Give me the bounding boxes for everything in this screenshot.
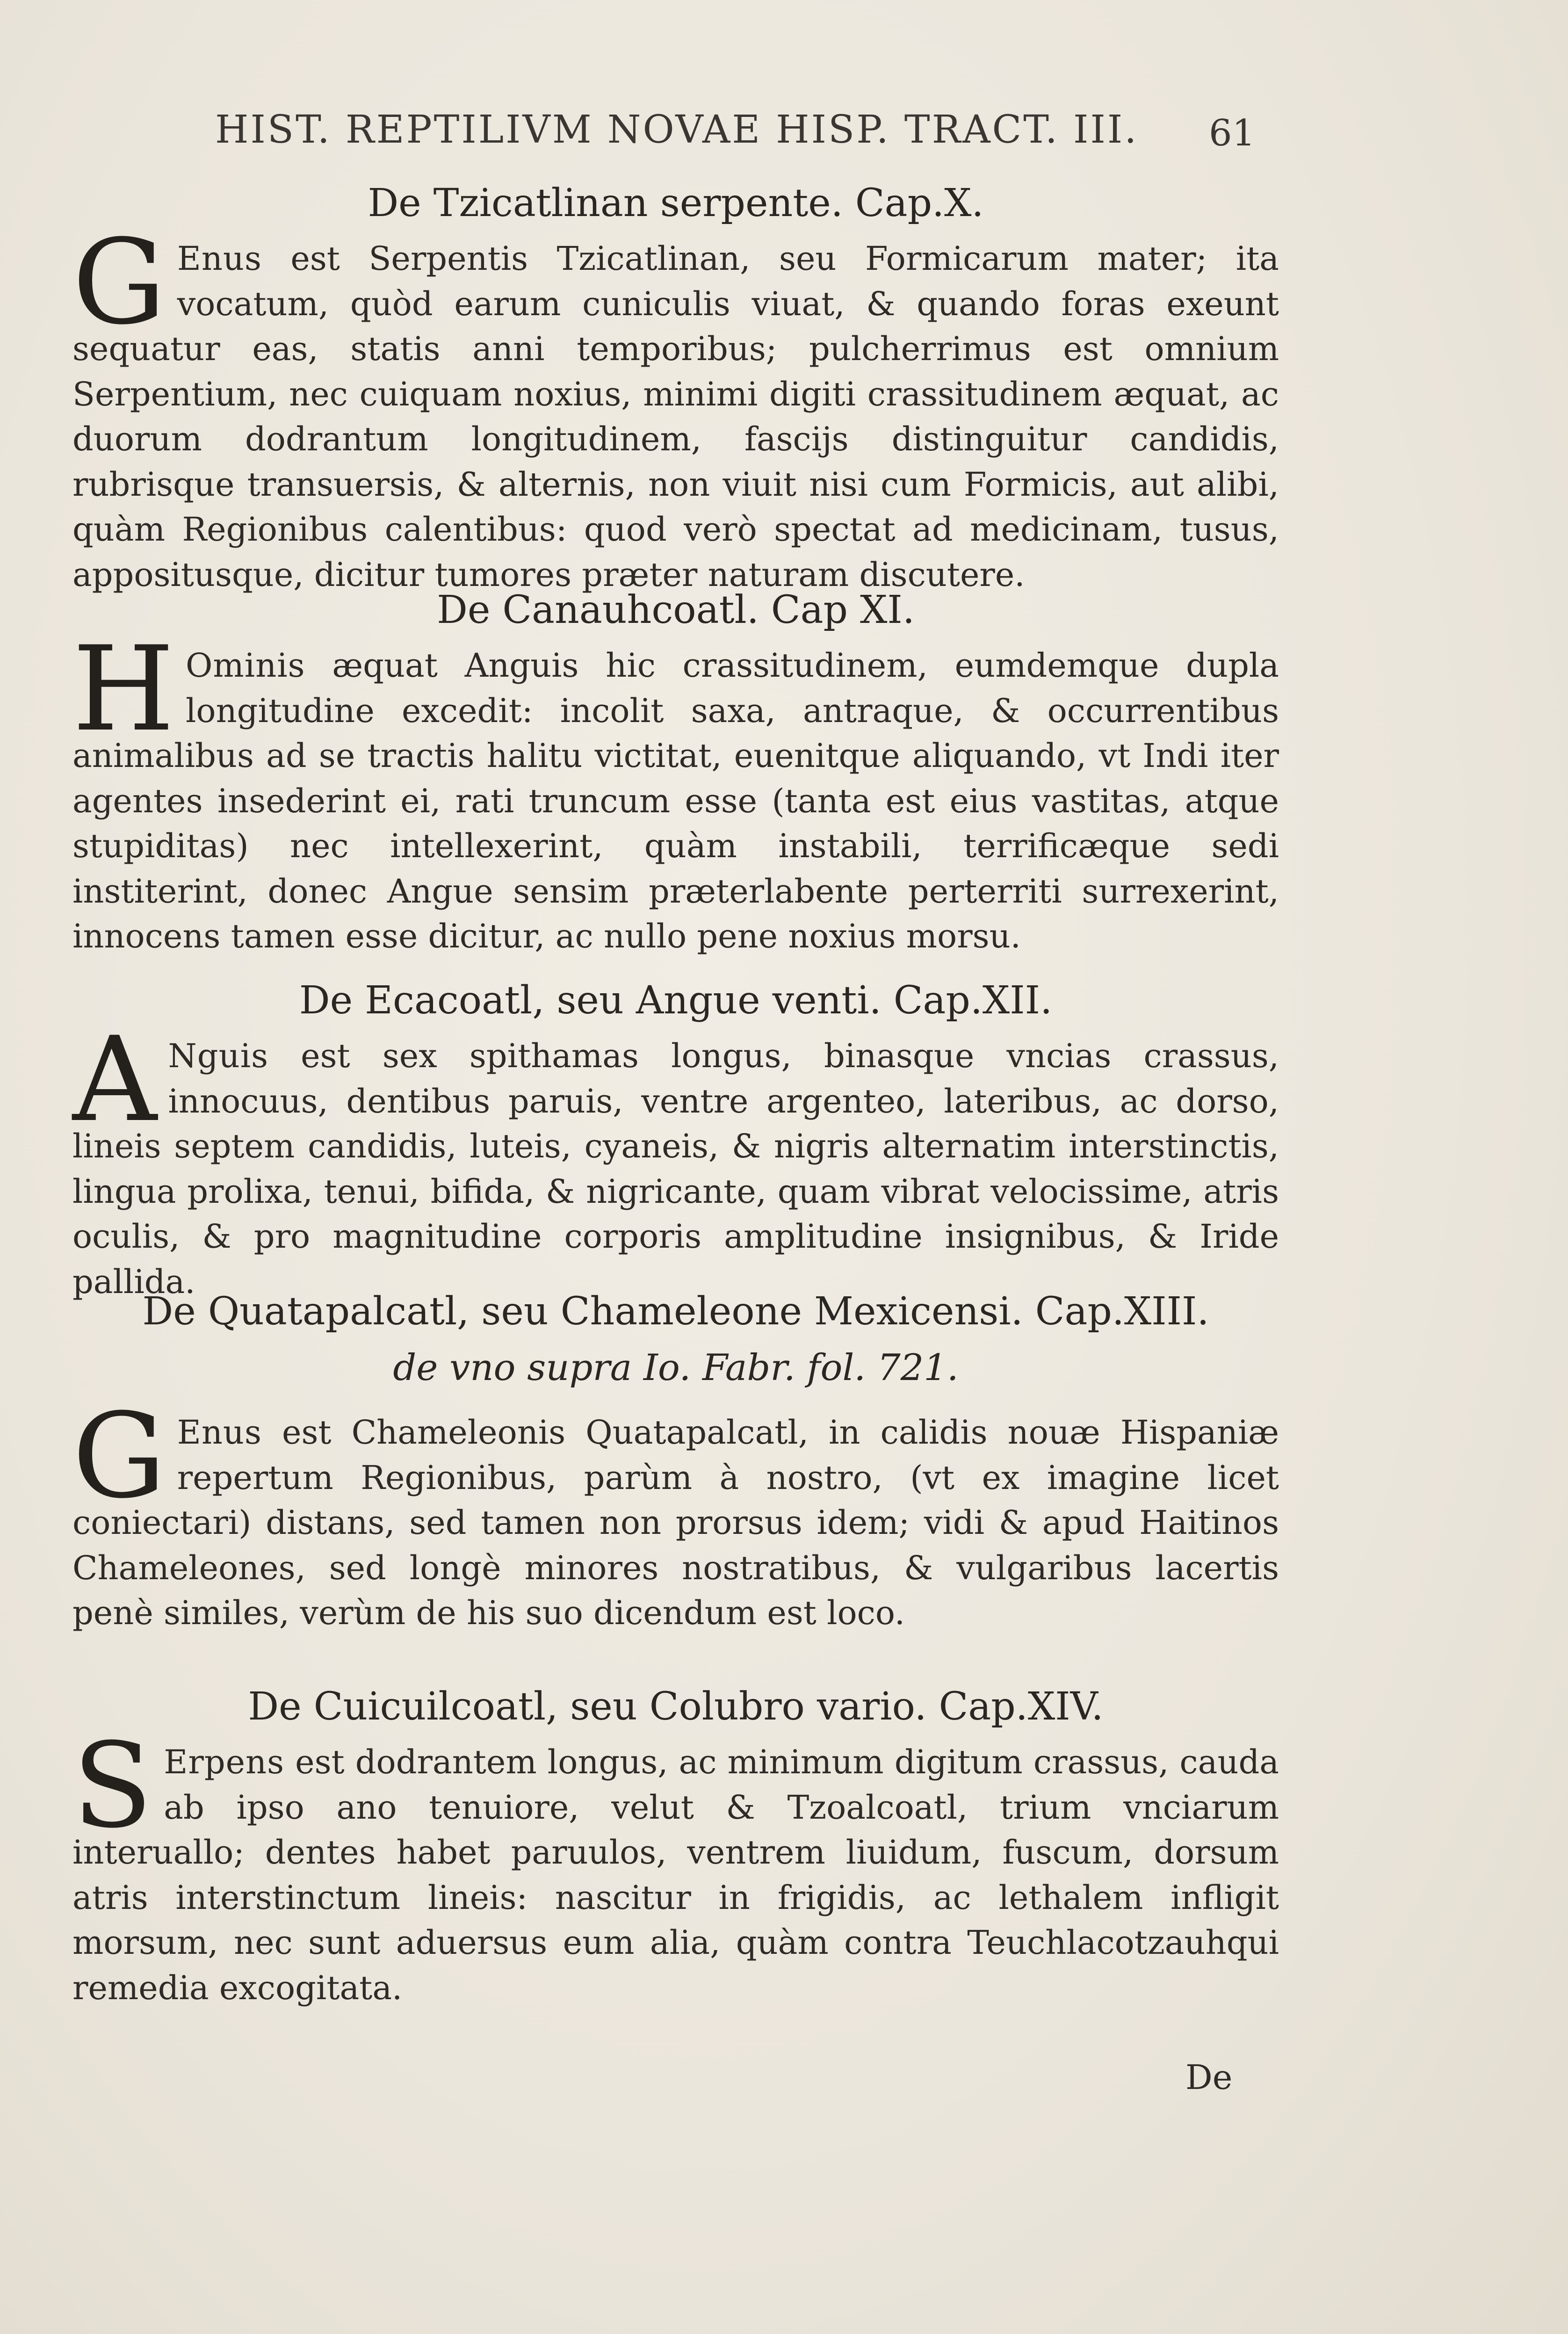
- chapter-xiii: [72, 1288, 1279, 1636]
- catchword: De: [1185, 2058, 1233, 2097]
- first-word: Erpens: [164, 1743, 285, 1781]
- chapter-title: De Tzicatlinan serpente. Cap.X.: [368, 181, 984, 225]
- drop-cap: G: [72, 1388, 166, 1524]
- chapter-x: [72, 180, 1279, 597]
- drop-cap: H: [72, 621, 175, 757]
- chapter-body: [72, 214, 1279, 597]
- drop-cap: S: [72, 1718, 153, 1854]
- chapter-body: [72, 1012, 1279, 1304]
- chapter-xi: [72, 587, 1279, 959]
- chapter-subtitle: de vno supra Io. Fabr. fol. 721.: [393, 1347, 959, 1389]
- chapter-text: est Chameleonis Quatapalcatl, in calidis nouæ Hispaniæ repertum Regionibus, parùm à nostro, (vt ex imagine licet coniectari) distans, sed tamen non prorsus idem; vidi & apud Haitinos Chameleones, sed longè minores nostratibus, & vulgaribus lacertis penè similes, verùm de his suo dicendum est loco.: [72, 1413, 1279, 1632]
- running-head: HIST. REPTILIVM NOVAE HISP. TRACT. III.: [215, 108, 1139, 152]
- chapter-title: De Ecacoatl, seu Angue venti. Cap.XII.: [299, 978, 1053, 1023]
- chapter-title: De Quatapalcatl, seu Chameleone Mexicensi. Cap.XIII.: [142, 1289, 1209, 1334]
- chapter-xii: [72, 977, 1279, 1304]
- chapter-text: est dodrantem longus, ac minimum digitum crassus, cauda ab ipso ano tenuiore, velut & Tzoalcoatl, trium vnciarum interuallo; dentes habet paruulos, ventrem liuidum, fuscum, dorsum atris interstinctum lineis: nascitur in frigidis, ac lethalem infligit morsum, nec sunt aduersus eum alia, quàm contra Teuchlacotzauhqui remedia excogitata.: [72, 1743, 1279, 2007]
- first-word: Nguis: [168, 1037, 268, 1075]
- chapter-body: [72, 1718, 1279, 2010]
- first-word: Enus: [177, 239, 262, 278]
- chapter-text: est sex spithamas longus, binasque vncias crassus, innocuus, dentibus paruis, ventre argenteo, lateribus, ac dorso, lineis septem candidis, luteis, cyaneis, & nigris alternatim interstinctis, lingua prolixa, tenui, bifida, & nigricante, quam vibrat velocissime, atris oculis, & pro magnitudine corporis amplitudine insignibus, & Iride pallida.: [72, 1037, 1279, 1301]
- first-word: Enus: [177, 1413, 262, 1452]
- chapter-title: De Cuicuilcoatl, seu Colubro vario. Cap.XIV.: [248, 1684, 1104, 1729]
- drop-cap: A: [72, 1012, 157, 1148]
- chapter-title: De Canauhcoatl. Cap XI.: [437, 588, 915, 632]
- chapter-text: æquat Anguis hic crassitudinem, eumdemque dupla longitudine excedit: incolit saxa, antraque, & occurrentibus animalibus ad se tractis halitu victitat, euenitque aliquando, vt Indi iter agentes insederint ei, rati truncum esse (tanta est eius vastitas, atque stupiditas) nec intellexerint, quàm instabili, terrificæque sedi institerint, donec Angue sensim præterlabente perterriti surrexerint, innocens tamen esse dicitur, ac nullo pene noxius morsu.: [72, 646, 1279, 955]
- chapter-text: est Serpentis Tzicatlinan, seu Formicarum mater; ita vocatum, quòd earum cuniculis viuat, & quando foras exeunt sequatur eas, statis anni temporibus; pulcherrimus est omnium Serpentium, nec cuiquam noxius, minimi digiti crassitudinem æquat, ac duorum dodrantum longitudinem, fascijs distinguitur candidis, rubrisque transuersis, & alternis, non viuit nisi cum Formicis, aut alibi, quàm Regionibus calentibus: quod verò spectat ad medicinam, tusus, appositusque, dicitur tumores præter naturam discutere.: [72, 239, 1279, 594]
- chapter-body: [72, 621, 1279, 959]
- drop-cap: G: [72, 214, 166, 350]
- page-number: 61: [1209, 112, 1256, 154]
- chapter-body: [72, 1388, 1279, 1636]
- first-word: Ominis: [186, 646, 305, 685]
- chapter-xiv: [72, 1684, 1279, 2010]
